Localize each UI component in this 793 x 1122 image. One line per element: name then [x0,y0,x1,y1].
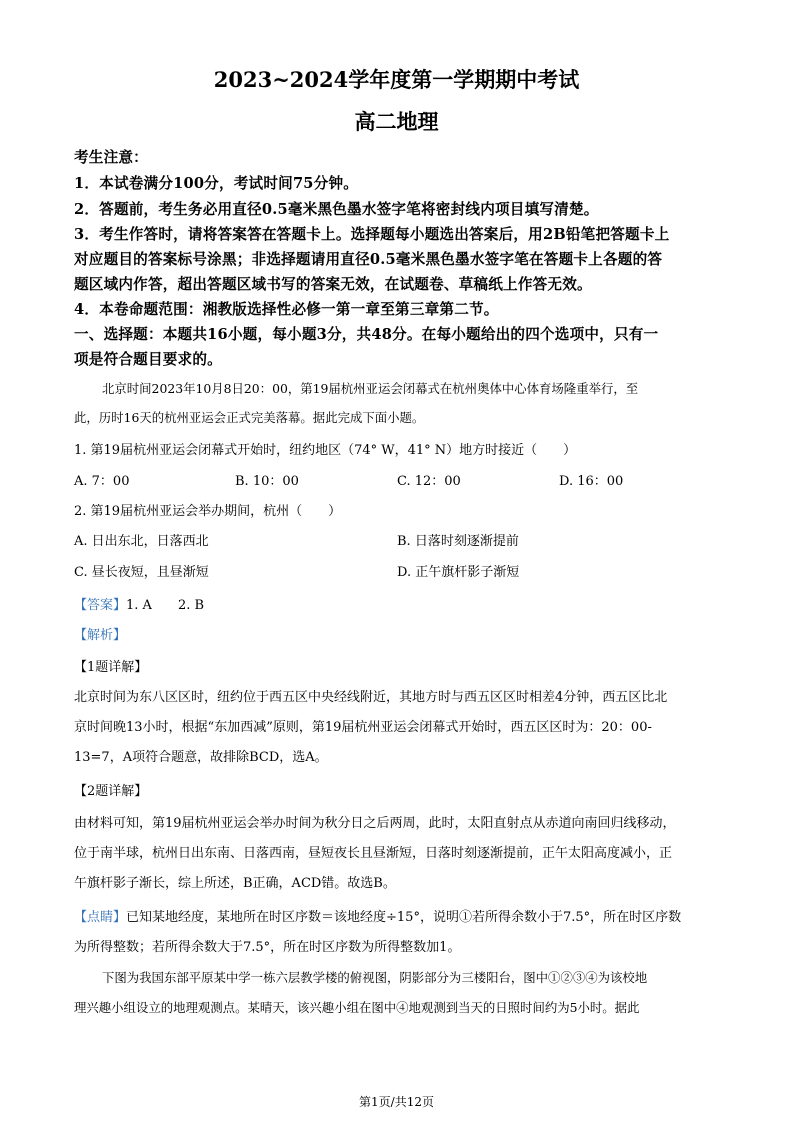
tip-text: 为所得整数；若所得余数大于7.5°，所在时区序数为所得整数加1。 [74,940,461,955]
question-stem: 1. 第19届杭州亚运会闭幕式开始时，纽约地区（74° W，41° N）地方时接近（ ） [74,443,577,458]
option-a[interactable]: A. 日出东北，日落西北 [74,534,209,549]
option-c[interactable]: C. 昼长夜短，且昼渐短 [74,565,209,580]
detail-text: 13=7，A项符合题意，故排除BCD，选A。 [74,750,328,765]
notice-item: 4．本卷命题范围：湘教版选择性必修一第一章至第三章第二节。 [74,301,499,318]
exam-title: 2023~2024学年度第一学期期中考试 [213,67,580,92]
notice-item: 对应题目的答案标号涂黑；非选择题请用直径0.5毫米黑色墨水签字笔在答题卡上各题的答 [74,251,663,268]
tip-line [74,906,724,925]
option-d[interactable]: D. 正午旗杆影子渐短 [397,565,520,580]
detail-text: 位于南半球，杭州日出东南、日落西南，昼短夜长且昼渐短，日落时刻逐渐提前，正午太阳高度减小，正 [74,846,673,861]
page-number: 第1页/共12页 [359,1095,434,1109]
question-stem: 2. 第19届杭州亚运会举办期间，杭州（ ） [74,504,342,519]
section-heading: 项是符合题目要求的。 [74,351,222,368]
answer-line [74,594,724,613]
tip-label: 【点睛】 [74,910,127,925]
option-c[interactable]: C. 12：00 [397,474,461,489]
answer-text: 1. A 2. B [126,598,205,613]
section-heading: 一、选择题：本题共16小题，每小题3分，共48分。在每小题给出的四个选项中，只有一 [74,326,659,343]
passage-text: 北京时间2023年10月8日20：00，第19届杭州亚运会闭幕式在杭州奥体中心体育场隆重举行，至 [102,381,639,396]
passage-text: 理兴趣小组设立的地理观测点。某晴天，该兴趣小组在图中④地观测到当天的日照时间约为5小时。据此 [74,1000,640,1015]
notice-item: 2．答题前，考生务必用直径0.5毫米黑色墨水签字笔将密封线内项目填写清楚。 [74,201,599,218]
option-d[interactable]: D. 16：00 [559,474,624,489]
passage-text: 此，历时16天的杭州亚运会正式完美落幕。据此完成下面小题。 [74,410,425,425]
tip-text: 已知某地经度，某地所在时区序数＝该地经度÷15°，说明①若所得余数小于7.5°，所在时区序数 [126,910,682,925]
detail-text: 午旗杆影子渐长，综上所述，B正确，ACD错。故选B。 [74,876,396,891]
answer-label: 【答案】 [74,598,127,613]
passage-text: 下图为我国东部平原某中学一栋六层教学楼的俯视图，阴影部分为三楼阳台，图中①②③④为该校地 [102,970,648,985]
detail-text: 由材料可知，第19届杭州亚运会举办时间为秋分日之后两周，此时，太阳直射点从赤道向南回归线移动， [74,816,676,831]
detail-heading: 【2题详解】 [74,784,148,799]
notice-item: 题区域内作答，超出答题区域书写的答案无效，在试题卷、草稿纸上作答无效。 [74,276,592,293]
option-b[interactable]: B. 日落时刻逐渐提前 [397,534,519,549]
detail-text: 京时间晚13小时，根据“东加西减”原则，第19届杭州亚运会闭幕式开始时，西五区区时为：20：00- [74,720,652,735]
detail-heading: 【1题详解】 [74,660,148,675]
option-b[interactable]: B. 10：00 [235,474,299,489]
exam-subject: 高二地理 [354,109,439,134]
option-a[interactable]: A. 7：00 [74,474,130,489]
analysis-label: 【解析】 [74,628,127,643]
notice-heading: 考生注意： [74,149,148,166]
notice-item: 3．考生作答时，请将答案答在答题卡上。选择题每小题选出答案后，用2B铅笔把答题卡上 [74,226,670,243]
detail-text: 北京时间为东八区区时，纽约位于西五区中央经线附近，其地方时与西五区区时相差4分钟，西五区比北 [74,690,668,705]
notice-item: 1．本试卷满分100分，考试时间75分钟。 [74,175,359,192]
